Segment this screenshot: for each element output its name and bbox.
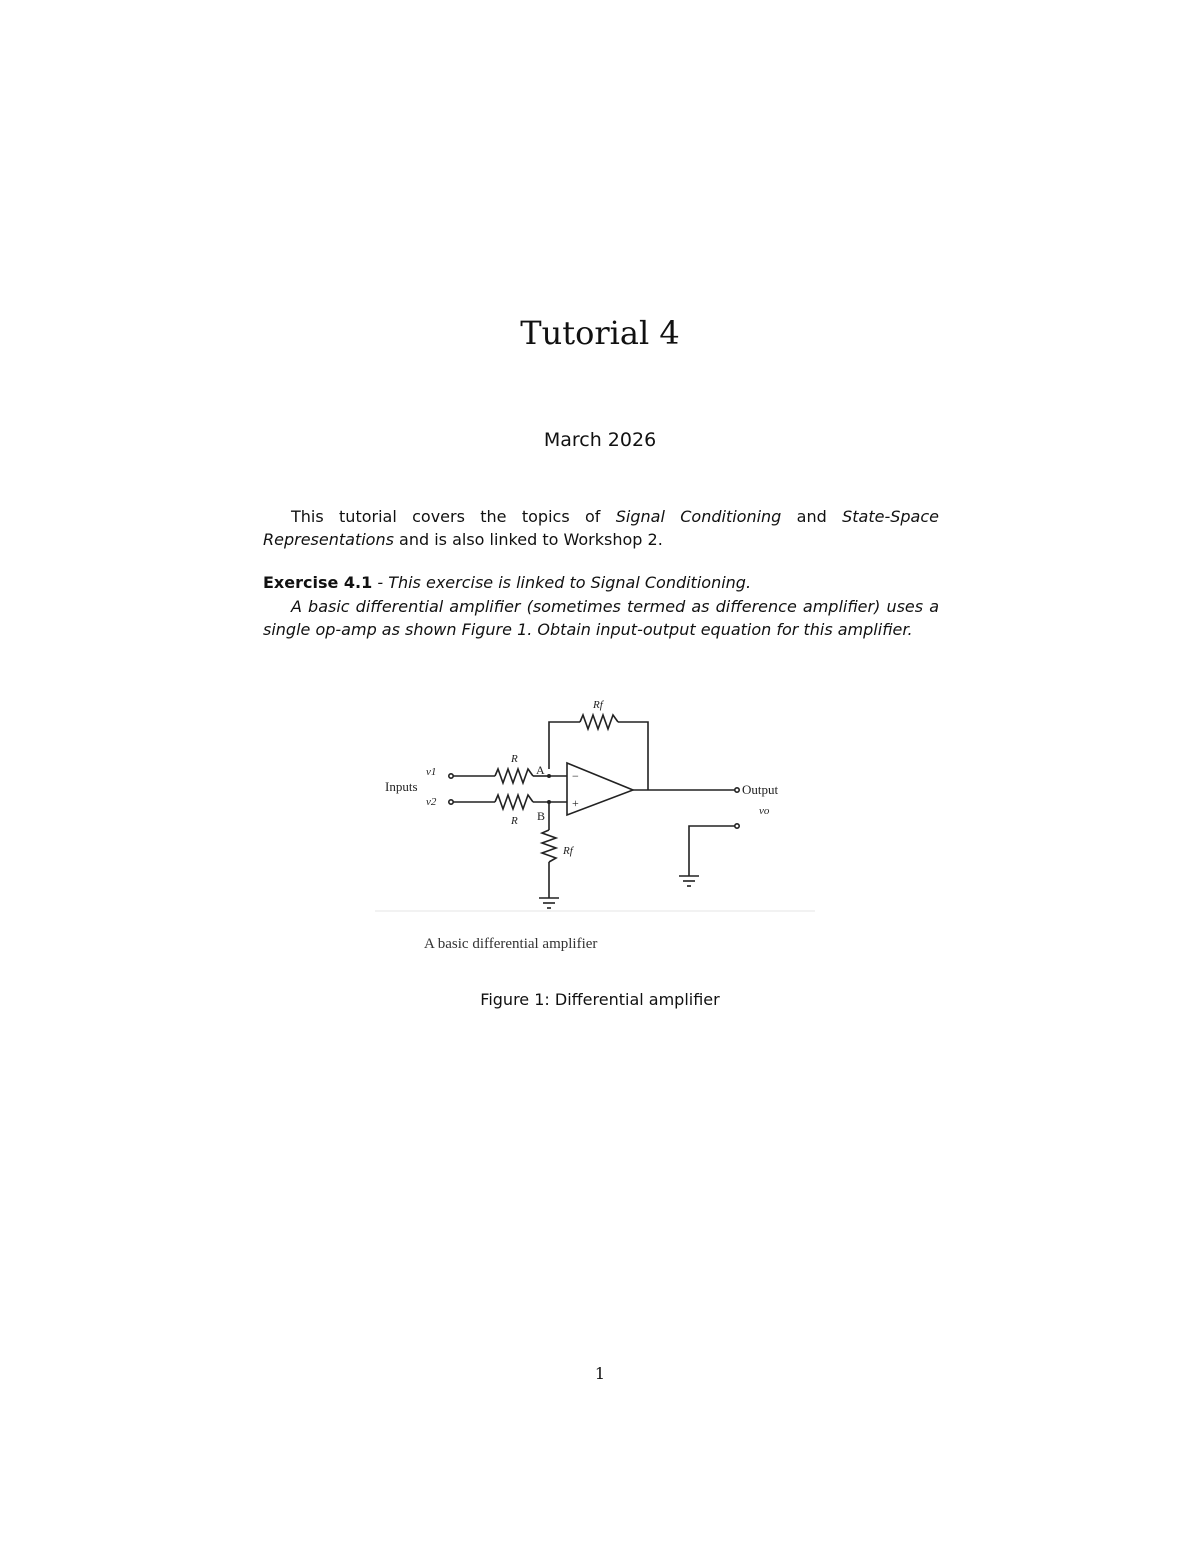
inputs-label: Inputs <box>385 779 418 794</box>
r1-resistor <box>495 769 533 783</box>
v1-terminal <box>449 774 453 778</box>
exercise-heading <box>263 571 939 594</box>
inverting-sign: − <box>572 769 579 783</box>
output-terminal <box>735 788 739 792</box>
vo-label: vo <box>759 805 770 817</box>
feedback-wire-right <box>618 722 648 790</box>
intro-suffix: and is also linked to Workshop 2. <box>393 530 663 549</box>
intro-mid: and <box>781 507 843 526</box>
rf-ground-label: Rf <box>563 845 573 857</box>
v1-label: v1 <box>426 766 437 778</box>
exercise-link-note: - This exercise is linked to Signal Conditioning. <box>372 573 752 592</box>
r2-resistor <box>495 795 533 809</box>
node-b-label: B <box>537 809 546 823</box>
page-number: 1 <box>594 1364 606 1383</box>
v2-terminal <box>449 800 453 804</box>
exercise-label: Exercise 4.1 <box>263 573 373 592</box>
r-top-label: R <box>511 753 518 765</box>
v2-label: v2 <box>426 796 437 808</box>
intro-paragraph <box>263 505 939 551</box>
output-ground-wire <box>689 826 735 876</box>
intro-prefix: This tutorial covers the topics of <box>291 507 616 526</box>
document-date: March 2026 <box>543 429 657 451</box>
rf-label: Rf <box>593 699 603 711</box>
noninverting-sign: + <box>572 796 579 810</box>
topic-signal-conditioning: Signal Conditioning <box>615 507 782 526</box>
rf-resistor <box>580 715 618 729</box>
feedback-wire <box>549 722 580 769</box>
output-label: Output <box>742 782 779 797</box>
exercise-body: A basic differential amplifier (sometimes termed as difference amplifier) uses a single op-amp as shown Figure 1. Obtain input-output equation for this amplifier. <box>263 597 939 639</box>
document-title: Tutorial 4 <box>520 314 680 352</box>
figure-caption: Figure 1: Differential amplifier <box>480 990 720 1009</box>
figure-subtitle: A basic differential amplifier <box>424 936 598 952</box>
differential-amplifier-figure <box>375 690 815 915</box>
r-bottom-label: R <box>511 815 518 827</box>
rf-ground-resistor <box>542 830 556 862</box>
node-a-label: A <box>536 763 545 777</box>
topic-state-space: State-Space Representations <box>263 507 939 549</box>
